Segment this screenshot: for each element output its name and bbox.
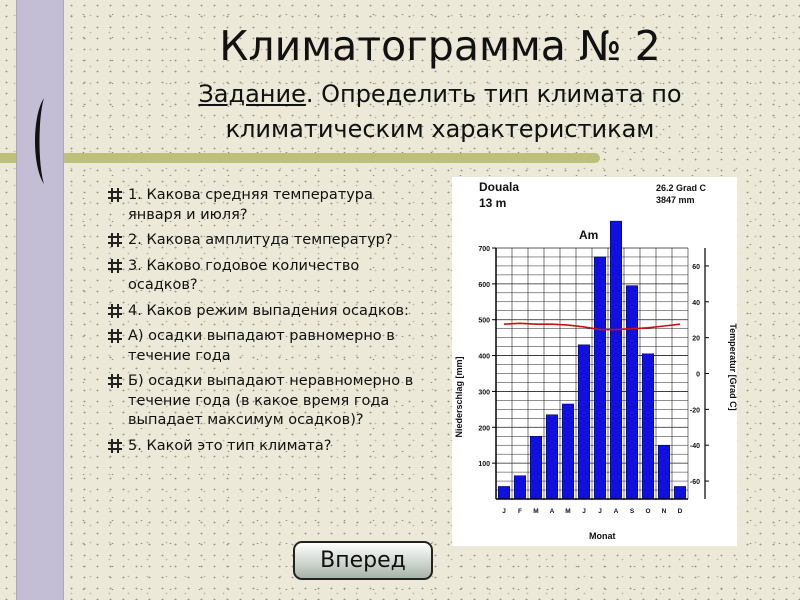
question-item xyxy=(106,437,426,457)
chart-tick-label-left: 300 xyxy=(478,389,490,397)
question-text: 5. Какой это тип климата? xyxy=(128,437,332,454)
chart-tick-label-left: 700 xyxy=(478,246,490,253)
chart-tick-label-right: -20 xyxy=(689,407,700,415)
chart-tick-label-left: 100 xyxy=(478,461,490,469)
chart-tick-label-right: 0 xyxy=(696,371,700,379)
chart-category-label: D xyxy=(677,508,683,515)
chart-svg xyxy=(452,177,737,546)
chart-category-label: M xyxy=(533,508,539,515)
chart-category-label: F xyxy=(518,508,522,515)
chart-altitude-label: 13 m xyxy=(479,196,507,210)
chart-mean-temp-label: 26.2 Grad C xyxy=(656,183,707,193)
chart-bar xyxy=(674,486,686,499)
task-label: Задание xyxy=(198,80,306,108)
hash-bullet-icon xyxy=(108,233,122,247)
chart-tick-label-right: 40 xyxy=(692,299,700,307)
chart-climate-class-label: Am xyxy=(579,228,599,242)
chart-category-label: S xyxy=(629,508,635,515)
question-item xyxy=(106,231,426,251)
hash-bullet-icon xyxy=(108,374,122,388)
chart-y-axis-right-label: Temperatur [Grad C] xyxy=(728,323,737,411)
chart-bar xyxy=(498,486,510,499)
chart-category-label: O xyxy=(645,508,651,515)
chart-bar xyxy=(562,404,574,499)
chart-bar xyxy=(658,445,670,499)
page-title: Климатограмма № 2 xyxy=(219,22,661,70)
question-item xyxy=(106,257,426,296)
climate-chart xyxy=(452,177,737,546)
chart-bar xyxy=(514,476,526,499)
chart-category-label: A xyxy=(613,508,619,515)
chart-tick-label-right: -60 xyxy=(689,479,700,487)
chart-plot-area xyxy=(478,221,709,515)
hash-bullet-icon xyxy=(108,329,122,343)
chart-bar xyxy=(530,436,542,499)
chart-x-axis-label: Monat xyxy=(589,531,616,541)
chart-category-label: J xyxy=(502,508,506,515)
question-list xyxy=(106,186,426,462)
question-text: Б) осадки выпадают неравномерно в течение года (в какое время года выпадает максимум осадков)? xyxy=(128,373,414,428)
decorative-divider-line xyxy=(0,153,600,163)
hash-bullet-icon xyxy=(108,439,122,453)
question-text: 3. Каково годовое количество осадков? xyxy=(128,257,360,293)
hash-bullet-icon xyxy=(108,188,122,202)
chart-station-label: Douala xyxy=(479,180,520,194)
chart-category-label: A xyxy=(549,508,555,515)
chart-bar xyxy=(610,221,622,499)
decorative-side-stripe xyxy=(16,0,64,600)
chart-category-label: N xyxy=(661,508,667,515)
task-description xyxy=(100,77,780,147)
question-text: 4. Каков режим выпадения осадков: xyxy=(128,302,409,319)
decorative-bracket-icon xyxy=(26,96,52,186)
chart-tick-label-left: 600 xyxy=(478,281,490,289)
question-item xyxy=(106,372,426,431)
question-text: А) осадки выпадают равномерно в течение года xyxy=(128,328,395,364)
hash-bullet-icon xyxy=(108,304,122,318)
chart-bar xyxy=(578,345,590,499)
chart-category-label: J xyxy=(598,508,602,515)
next-button[interactable]: Вперед xyxy=(293,541,433,580)
question-text: 1. Какова средняя температура января и июля? xyxy=(128,187,373,223)
chart-bar xyxy=(626,286,638,499)
question-item xyxy=(106,302,426,322)
chart-tick-label-left: 200 xyxy=(478,425,490,433)
chart-category-label: J xyxy=(582,508,586,515)
chart-bar xyxy=(594,257,606,499)
task-text: . Определить тип климата по климатическим характеристикам xyxy=(225,80,682,143)
question-item xyxy=(106,327,426,366)
chart-tick-label-right: -40 xyxy=(689,443,700,451)
chart-bar xyxy=(546,415,558,499)
chart-tick-label-right: 60 xyxy=(692,263,700,271)
chart-tick-label-right: 20 xyxy=(692,335,700,343)
chart-tick-label-left: 400 xyxy=(478,353,490,361)
chart-category-label: M xyxy=(565,508,571,515)
question-item xyxy=(106,186,426,225)
question-text: 2. Какова амплитуда температур? xyxy=(128,232,393,248)
chart-bar xyxy=(642,354,654,499)
chart-tick-label-left: 500 xyxy=(478,317,490,325)
hash-bullet-icon xyxy=(108,259,122,273)
chart-annual-precip-label: 3847 mm xyxy=(656,195,695,205)
chart-y-axis-left-label: Niederschlag [mm] xyxy=(454,356,464,438)
